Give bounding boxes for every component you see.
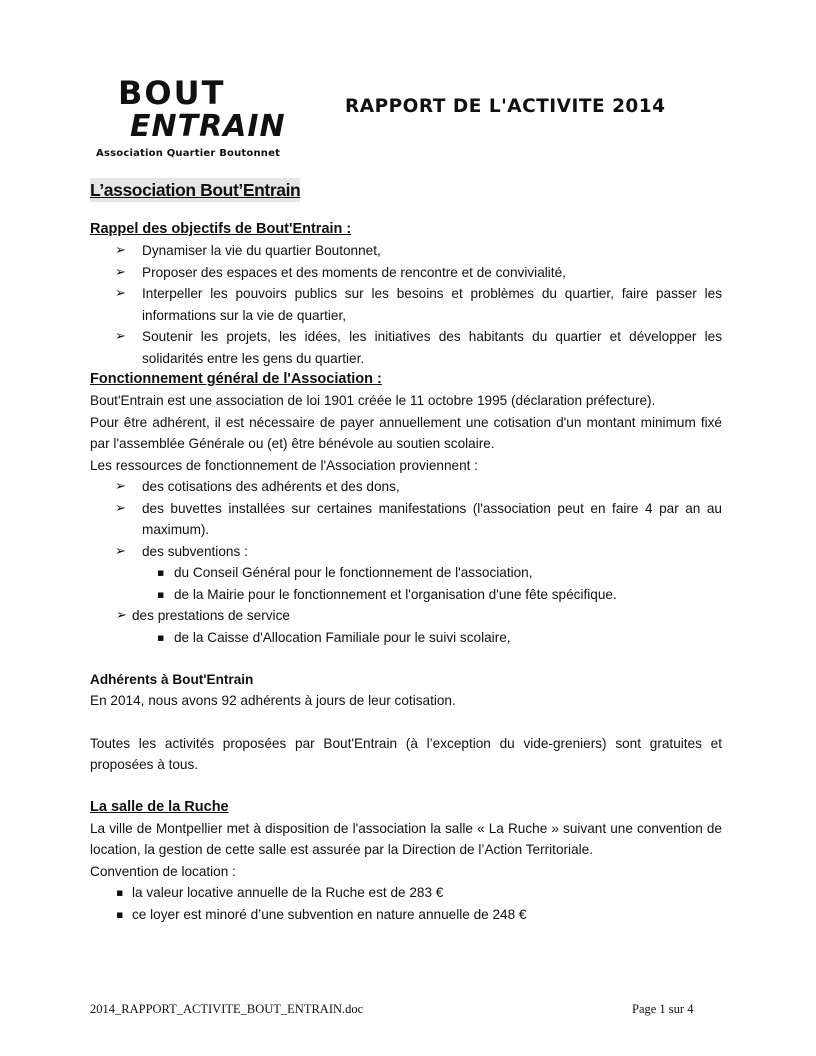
resource-item: ➢ des subventions : — [90, 541, 722, 563]
service-subitem: ▪ de la Caisse d'Allocation Familiale pour le suivi scolaire, — [90, 627, 722, 649]
members-paragraph-1: En 2014, nous avons 92 adhérents à jours de leur cotisation. — [90, 693, 456, 708]
objective-item: ➢ Soutenir les projets, les idées, les initiatives des habitants du quartier et développer les solidarités entre les gens du quartier. — [90, 326, 722, 369]
resource-item: ➢ des cotisations des adhérents et des dons, — [90, 476, 722, 498]
spacer — [90, 712, 722, 733]
objective-item: ➢ Dynamiser la vie du quartier Boutonnet, — [90, 240, 722, 262]
ruche-item: ▪ ce loyer est minoré d’une subvention en nature annuelle de 248 € — [90, 904, 722, 926]
logo-word-entrain: ENTRAIN — [130, 109, 286, 144]
functioning-paragraph-1: Bout'Entrain est une association de loi 1901 créée le 11 octobre 1995 (déclaration préfecture). — [90, 393, 656, 408]
logo-subtitle: Association Quartier Boutonnet — [96, 148, 281, 159]
logo-word-bout: BOUT — [118, 74, 226, 112]
services-list — [90, 605, 722, 627]
objectives-list — [90, 240, 722, 369]
objective-item: ➢ Proposer des espaces et des moments de rencontre et de convivialité, — [90, 262, 722, 284]
footer-page-number: Page 1 sur 4 — [632, 1002, 694, 1016]
members-heading: Adhérents à Bout'Entrain — [90, 672, 254, 687]
functioning-paragraph-3: Les ressources de fonctionnement de l'Association proviennent : — [90, 457, 478, 473]
ruche-heading: La salle de la Ruche — [90, 798, 229, 815]
footer-filename: 2014_RAPPORT_ACTIVITE_BOUT_ENTRAIN.doc — [90, 1002, 364, 1016]
main-content — [90, 178, 722, 925]
resource-item: ➢ des buvettes installées sur certaines manifestations (l'association peut en faire 4 par an au maximum). — [90, 498, 722, 541]
subsidy-item: ▪ de la Mairie pour le fonctionnement et l'organisation d'une fête spécifique. — [90, 584, 722, 606]
subsidies-list — [90, 562, 722, 605]
logo-graphic — [106, 72, 296, 144]
spacer — [90, 648, 722, 669]
subsidy-item: ▪ du Conseil Général pour le fonctionnement de l'association, — [90, 562, 722, 584]
resources-list — [90, 476, 722, 562]
services-sublist — [90, 627, 722, 649]
ruche-paragraph-1: La ville de Montpellier met à disposition de l'association la salle « La Ruche » suivant une convention de location, la gestion de cette salle est assurée par la Direction de l’Action Territoriale. — [90, 820, 722, 857]
functioning-paragraph-2: Pour être adhérent, il est nécessaire de payer annuellement une cotisation d'un montant minimum fixé par l'assemblée Générale ou (et) être bénévole au soutien scolaire. — [90, 414, 722, 451]
ruche-paragraph-2: Convention de location : — [90, 863, 236, 879]
section-title-association: L’association Bout’Entrain — [90, 180, 301, 200]
association-logo — [96, 72, 296, 164]
functioning-heading: Fonctionnement général de l'Association : — [90, 371, 382, 387]
spacer — [90, 776, 722, 797]
ruche-list — [90, 882, 722, 925]
services-item: ➢ des prestations de service — [90, 605, 722, 627]
report-title: RAPPORT DE L'ACTIVITE 2014 — [345, 96, 666, 117]
members-paragraph-2: Toutes les activités proposées par Bout'Entrain (à l’exception du vide-greniers) sont gratuites et proposées à tous. — [90, 735, 722, 772]
objectives-heading: Rappel des objectifs de Bout'Entrain : — [90, 221, 352, 237]
ruche-item: ▪ la valeur locative annuelle de la Ruche est de 283 € — [90, 882, 722, 904]
objective-item: ➢ Interpeller les pouvoirs publics sur les besoins et problèmes du quartier, faire passer les informations sur la vie de quartier, — [90, 283, 722, 326]
